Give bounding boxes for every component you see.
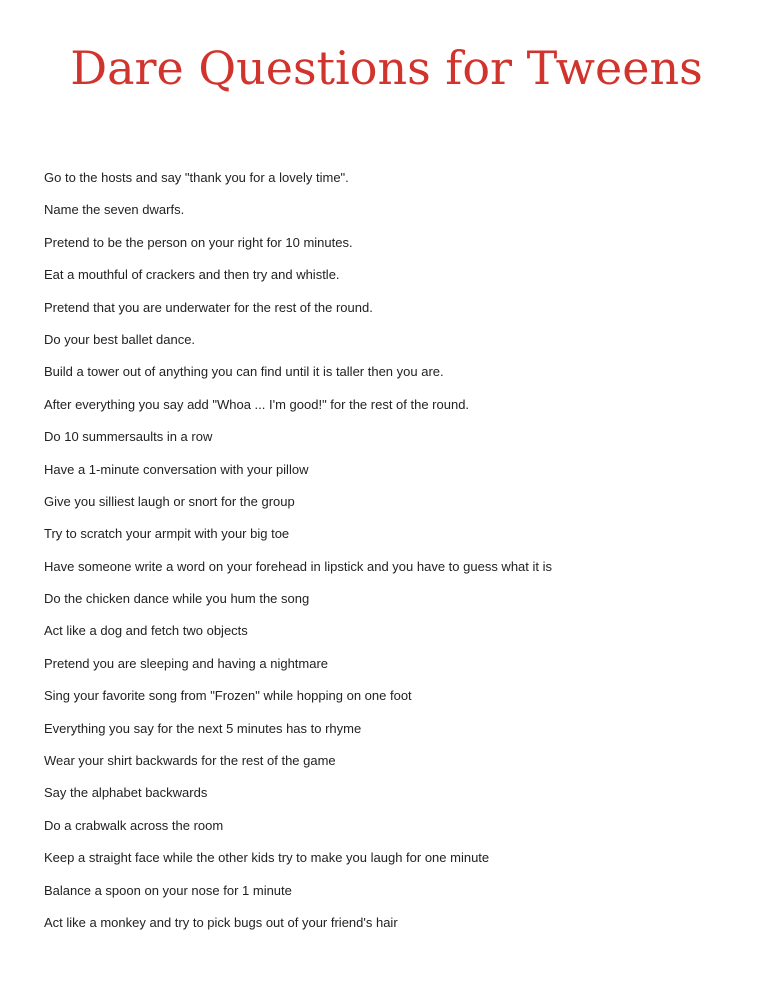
list-item: Go to the hosts and say "thank you for a lovely time". — [44, 170, 349, 185]
list-item: Pretend to be the person on your right for 10 minutes. — [44, 234, 353, 250]
list-item: After everything you say add "Whoa ... I'm good!" for the rest of the round. — [44, 396, 470, 412]
list-item: Try to scratch your armpit with your big toe — [44, 526, 290, 542]
list-item: Pretend you are sleeping and having a nightmare — [44, 655, 329, 671]
list-item: Act like a dog and fetch two objects — [44, 623, 248, 639]
list-item: Eat a mouthful of crackers and then try and whistle. — [44, 267, 340, 283]
list-item: Do your best ballet dance. — [44, 331, 196, 347]
list-item: Build a tower out of anything you can find until it is taller then you are. — [44, 364, 444, 380]
list-item: Give you silliest laugh or snort for the group — [44, 493, 295, 509]
list-item: Do 10 summersaults in a row — [44, 429, 213, 445]
list-item: Wear your shirt backwards for the rest of the game — [44, 753, 336, 769]
list-item: Do the chicken dance while you hum the song — [44, 591, 310, 607]
list-item: Balance a spoon on your nose for 1 minute — [44, 882, 292, 898]
list-item: Sing your favorite song from "Frozen" while hopping on one foot — [44, 688, 412, 704]
list-item: Act like a monkey and try to pick bugs out of your friend's hair — [44, 914, 398, 930]
list-item: Say the alphabet backwards — [44, 785, 208, 801]
list-item: Do a crabwalk across the room — [44, 817, 224, 833]
list-item: Everything you say for the next 5 minutes has to rhyme — [44, 720, 362, 736]
dare-list — [44, 166, 744, 943]
list-item: Keep a straight face while the other kids try to make you laugh for one minute — [44, 850, 490, 866]
page-title: Dare Questions for Tweens — [70, 41, 703, 95]
list-item: Pretend that you are underwater for the rest of the round. — [44, 299, 373, 315]
list-item: Have a 1-minute conversation with your pillow — [44, 461, 309, 477]
list-item: Name the seven dwarfs. — [44, 202, 185, 218]
list-item: Have someone write a word on your forehead in lipstick and you have to guess what it is — [44, 558, 552, 574]
